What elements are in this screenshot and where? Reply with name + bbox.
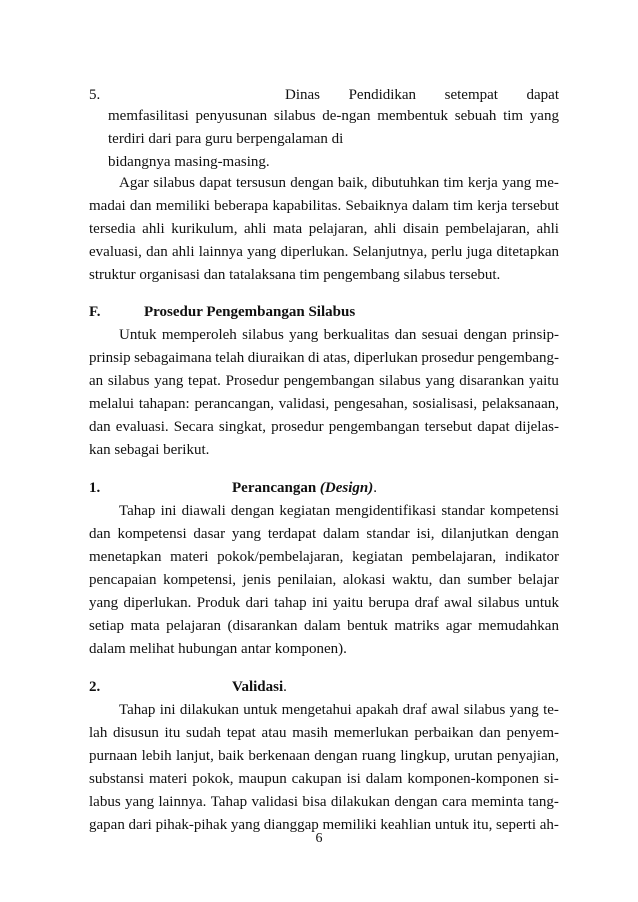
step2-line: Tahap ini dilakukan untuk mengetahui apakah draf awal silabus yang te-	[119, 702, 559, 718]
item5-line: memfasilitasi penyusunan silabus de-ngan membentuk sebuah tim yang	[108, 108, 559, 124]
step1-number: 1.	[89, 480, 101, 496]
step2-line: purnaan lebih lanjut, baik berkenaan dengan ruang lingkup, urutan penyajian,	[89, 748, 559, 764]
paragraph-line: struktur organisasi dan tatalaksana tim pengembang silabus tersebut.	[89, 267, 501, 283]
section-f-line: melalui tahapan: perancangan, validasi, pengesahan, sosialisasi, pelaksanaan,	[89, 396, 559, 412]
paragraph-line: evaluasi, dan ahli lainnya yang diperlukan. Selanjutnya, perlu juga ditetapkan	[89, 244, 559, 260]
step2-line: gapan dari pihak-pihak yang dianggap memiliki keahlian untuk itu, seperti ah-	[89, 817, 559, 833]
item5-line: bidangnya masing-masing.	[108, 154, 270, 170]
step1-line: setiap mata pelajaran (disarankan dalam bentuk matriks agar memudahkan	[89, 618, 559, 634]
step1-line: pencapaian kompetensi, jenis penilaian, alokasi waktu, dan sumber belajar	[89, 572, 559, 588]
paragraph-line: Agar silabus dapat tersusun dengan baik, dibutuhkan tim kerja yang me-	[119, 175, 559, 191]
item5-word: Pendidikan	[348, 87, 417, 103]
step1-line: Tahap ini diawali dengan kegiatan mengidentifikasi standar kompetensi	[119, 503, 559, 519]
step2-title-end: .	[283, 679, 287, 695]
page-number: 6	[315, 831, 323, 846]
step1-line: menetapkan materi pokok/pembelajaran, kegiatan pembelajaran, indikator	[89, 549, 559, 565]
item5-word: dapat	[526, 87, 559, 103]
step2-number: 2.	[89, 679, 101, 695]
step2-title-text: Validasi	[232, 679, 284, 695]
paragraph-line: tersedia ahli kurikulum, ahli mata pelajaran, ahli disain pembelajaran, ahli	[89, 221, 559, 237]
step2-line: substansi materi pokok, maupun cakupan isi dalam komponen-komponen si-	[89, 771, 559, 787]
step2-title	[232, 678, 287, 697]
step2-line: lah disusun itu sudah tepat atau masih memerlukan perbaikan dan penyem-	[89, 725, 559, 741]
section-f-letter: F.	[89, 304, 101, 320]
section-f-line: an silabus yang tepat. Prosedur pengembangan silabus yang disarankan yaitu	[89, 373, 559, 389]
step1-title-text: Perancangan	[232, 480, 320, 496]
step1-title-italic: (Design)	[319, 480, 374, 496]
step1-line: yang diperlukan. Produk dari tahap ini yaitu berupa draf awal silabus untuk	[89, 595, 559, 611]
item5-word: Dinas	[285, 87, 320, 103]
step1-line: dalam melihat hubungan antar komponen).	[89, 641, 347, 657]
section-f-line: kan sebagai berikut.	[89, 442, 210, 458]
step1-line: dan kompetensi dasar yang terdapat dalam standar isi, dilanjutkan dengan	[89, 526, 559, 542]
item5-number: 5.	[89, 87, 101, 103]
step1-title-end: .	[373, 480, 377, 496]
section-f-line: prinsip sebagaimana telah diuraikan di atas, diperlukan prosedur pengembang-	[89, 350, 559, 366]
item5-word: setempat	[444, 87, 498, 103]
paragraph-line: madai dan memiliki beberapa kapabilitas. Sebaiknya dalam tim kerja tersebut	[89, 198, 559, 214]
section-f-line: dan evaluasi. Secara singkat, prosedur pengembangan tersebut dapat dijelas-	[89, 419, 559, 435]
item5-heading	[285, 86, 559, 105]
section-f-title: Prosedur Pengembangan Silabus	[144, 304, 356, 320]
step2-line: labus yang lainnya. Tahap validasi bisa dilakukan dengan cara meminta tang-	[89, 794, 559, 810]
section-f-line: Untuk memperoleh silabus yang berkualitas dan sesuai dengan prinsip-	[119, 327, 559, 343]
item5-line: terdiri dari para guru berpengalaman di	[108, 131, 344, 147]
step1-title	[232, 479, 377, 498]
